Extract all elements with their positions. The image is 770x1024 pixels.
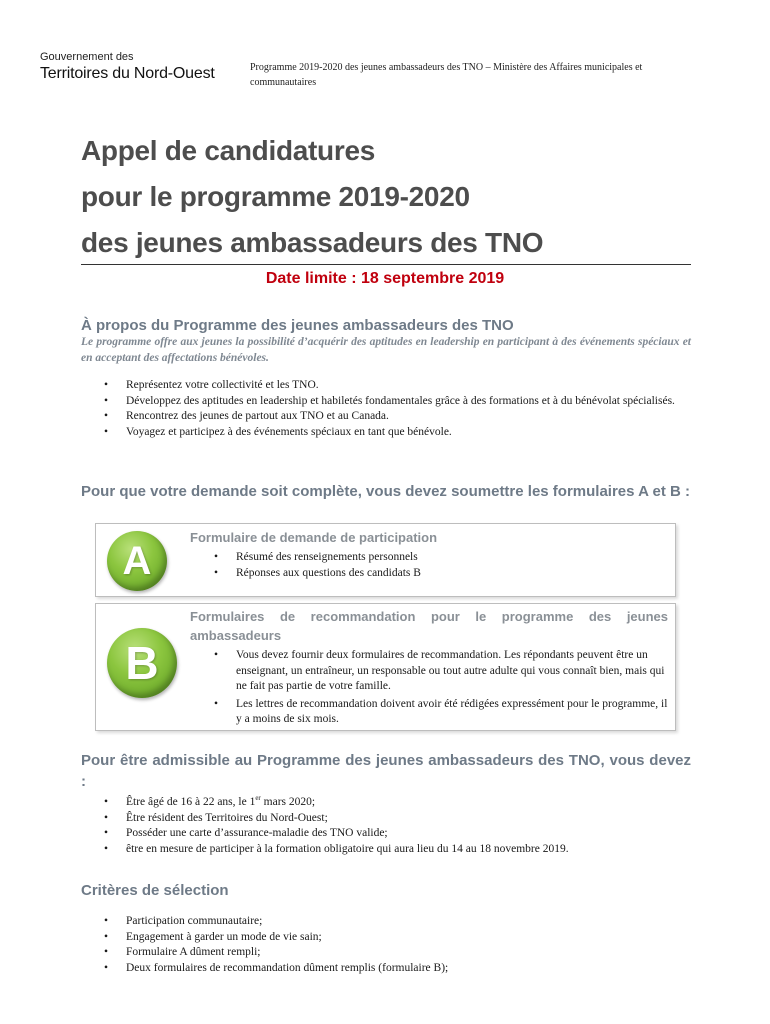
- form-a-badge: A: [107, 531, 167, 591]
- list-item: • Être résident des Territoires du Nord-Ouest;: [0, 811, 690, 827]
- form-b-title: Formulaires de recommandation pour le programme des jeunes ambassadeurs: [190, 609, 668, 643]
- running-header: Programme 2019-2020 des jeunes ambassadeurs des TNO – Ministère des Affaires municipales et communautaires: [250, 62, 643, 88]
- list-item: • Vous devez fournir deux formulaires de recommandation. Les répondants peuvent être un enseignant, un entraîneur, un responsable ou tout autre adulte qui vous connaît bien, mais qui ne fait pas partie de votre famille.: [190, 648, 668, 695]
- age-date-text: mars 2020;: [260, 796, 316, 808]
- list-item: • Rencontrez des jeunes de partout aux TNO et au Canada.: [0, 409, 690, 425]
- form-a-box: [95, 523, 676, 597]
- list-item: • Réponses aux questions des candidats B: [190, 566, 668, 582]
- government-logo: [40, 51, 230, 84]
- about-intro: Le programme offre aux jeunes la possibilité d’acquérir des aptitudes en leadership en participant à des événements spéciaux et en acceptant des affectations bénévoles.: [81, 336, 691, 364]
- title-line-2: pour le programme 2019-2020: [81, 181, 470, 212]
- deadline-text: Date limite : 18 septembre 2019: [265, 270, 505, 287]
- form-b-box: [95, 603, 676, 731]
- form-a-list: [190, 550, 668, 581]
- about-list: [0, 378, 690, 440]
- age-text: Être âgé de 16 à 22 ans, le 1: [126, 796, 256, 808]
- list-item: • Participation communautaire;: [0, 914, 690, 930]
- about-heading: À propos du Programme des jeunes ambassadeurs des TNO: [81, 317, 514, 334]
- form-b-badge: B: [107, 628, 177, 698]
- logo-line-2: Territoires du Nord-Ouest: [40, 65, 215, 82]
- list-item: • Représentez votre collectivité et les TNO.: [0, 378, 690, 394]
- list-item: • Deux formulaires de recommandation dûment remplis (formulaire B);: [0, 961, 690, 977]
- list-item: [0, 795, 690, 811]
- form-b-list: [190, 648, 668, 728]
- ordinal-sup: er: [255, 794, 261, 803]
- complete-heading: Pour que votre demande soit complète, vous devez soumettre les formulaires A et B :: [81, 483, 691, 500]
- list-item: • Engagement à garder un mode de vie sain;: [0, 930, 690, 946]
- list-item: • Résumé des renseignements personnels: [190, 550, 668, 566]
- list-item: • Voyagez et participez à des événements spéciaux en tant que bénévole.: [0, 425, 690, 441]
- list-item: • Les lettres de recommandation doivent avoir été rédigées expressément pour le programme, il y a moins de six mois.: [190, 697, 668, 728]
- title-line-1: Appel de candidatures: [81, 135, 375, 166]
- title-divider: [81, 264, 691, 265]
- title-line-3: des jeunes ambassadeurs des TNO: [81, 227, 544, 258]
- criteria-heading: Critères de sélection: [81, 882, 229, 899]
- form-a-title: Formulaire de demande de participation: [190, 530, 438, 545]
- logo-line-1: Gouvernement des: [40, 51, 134, 63]
- eligibility-heading: Pour être admissible au Programme des jeunes ambassadeurs des TNO, vous devez :: [81, 752, 691, 790]
- list-item: • Développez des aptitudes en leadership et habiletés fondamentales grâce à des formations et à du bénévolat spécialisés.: [0, 394, 690, 410]
- list-item: • être en mesure de participer à la formation obligatoire qui aura lieu du 14 au 18 novembre 2019.: [0, 842, 690, 858]
- eligibility-list: [0, 795, 690, 857]
- criteria-list: [0, 914, 690, 976]
- list-item: • Formulaire A dûment rempli;: [0, 945, 690, 961]
- list-item: • Posséder une carte d’assurance-maladie des TNO valide;: [0, 826, 690, 842]
- page-title: [81, 128, 701, 266]
